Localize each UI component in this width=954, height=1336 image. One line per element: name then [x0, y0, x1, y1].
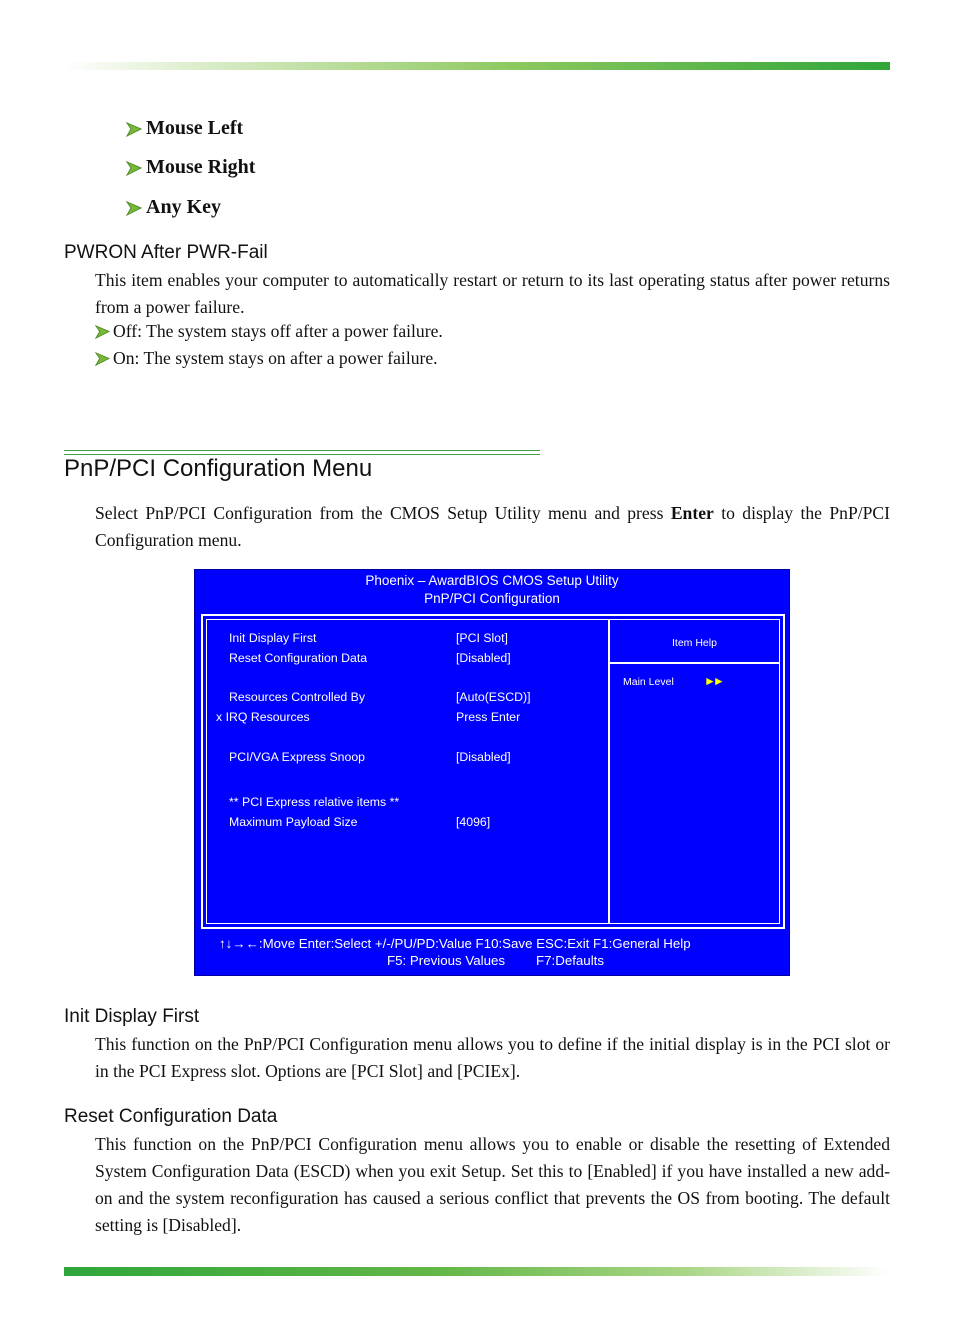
bios-row-value[interactable]: [PCI Slot] — [456, 631, 508, 645]
bios-panel-divider — [608, 620, 610, 923]
bios-group-header: ** PCI Express relative items ** — [229, 795, 400, 809]
bullet-mouse-right — [126, 156, 255, 179]
intro-text-start: Select PnP/PCI Configuration from the CMOS Setup Utility menu and press — [95, 503, 671, 523]
bullet-label: Mouse Right — [146, 156, 256, 178]
item-help-title: Item Help — [672, 637, 717, 649]
triangle-bullet-icon — [95, 324, 110, 339]
init-display-paragraph: This function on the PnP/PCI Configuration menu allows you to define if the initial display is in the PCI slot or in the PCI Express slot. Options are [PCI Slot] and [PCIEx]. — [95, 1034, 890, 1081]
intro-text-end: to display the PnP/PCI Configuration menu. — [95, 503, 890, 550]
bios-frame — [201, 614, 785, 929]
pnp-intro-paragraph — [95, 500, 890, 554]
section-heading: PnP/PCI Configuration Menu — [64, 455, 373, 482]
top-decorative-bar — [64, 62, 890, 70]
section-rule-top — [64, 450, 540, 451]
bios-inner-frame — [206, 619, 780, 924]
pwron-bullet-off — [95, 321, 443, 342]
reset-config-heading: Reset Configuration Data — [64, 1106, 278, 1127]
bottom-decorative-bar — [64, 1267, 890, 1276]
pwron-bullet-on — [95, 348, 438, 369]
bullet-any-key — [126, 196, 221, 219]
bios-row-label[interactable]: Reset Configuration Data — [229, 651, 368, 665]
triangle-bullet-icon — [126, 121, 142, 137]
bullet-label: Any Key — [146, 196, 221, 218]
bios-footer-previous: F5: Previous Values — [387, 953, 506, 968]
bios-row-label-disabled: x IRQ Resources — [216, 710, 310, 724]
bios-row-value-disabled: Press Enter — [456, 710, 521, 724]
bios-row-label[interactable]: Maximum Payload Size — [229, 815, 358, 829]
bios-subtitle: PnP/PCI Configuration — [424, 591, 560, 606]
pwron-heading: PWRON After PWR-Fail — [64, 242, 268, 263]
bios-row-value[interactable]: [Disabled] — [456, 750, 511, 764]
bullet-label: Mouse Left — [146, 117, 244, 139]
bios-title: Phoenix – AwardBIOS CMOS Setup Utility — [365, 573, 619, 588]
bios-row-label[interactable]: Resources Controlled By — [229, 690, 366, 704]
bullet-text: Off: The system stays off after a power failure. — [113, 321, 443, 341]
bullet-mouse-left — [126, 117, 243, 140]
bios-row-label[interactable]: PCI/VGA Express Snoop — [229, 750, 366, 764]
triangle-bullet-icon — [95, 351, 110, 366]
bios-row-value[interactable]: [Disabled] — [456, 651, 511, 665]
triangle-bullet-icon — [126, 200, 142, 216]
bios-footer-keys: ↑↓→←:Move Enter:Select +/-/PU/PD:Value F10:Save ESC:Exit F1:General Help — [219, 936, 691, 951]
bios-row-value[interactable]: [Auto(ESCD)] — [456, 690, 531, 704]
bios-row-value[interactable]: [4096] — [456, 815, 491, 829]
reset-config-paragraph: This function on the PnP/PCI Configuration menu allows you to enable or disable the resetting of Extended System Configuration Data (ESCD) when you exit Setup. Set this to [Enabled] if you have installed a new add-on and the system reconfiguration has caused a serious conflict that prevents the OS from booting. The default setting is [Disabled]. — [95, 1134, 890, 1235]
pwron-paragraph: This item enables your computer to automatically restart or return to its last operating status after power returns from a power failure. — [95, 270, 890, 317]
item-help-separator — [610, 662, 779, 664]
bios-footer-defaults: F7:Defaults — [536, 953, 604, 968]
bullet-text: On: The system stays on after a power failure. — [113, 348, 438, 368]
bios-row-label[interactable]: Init Display First — [229, 631, 317, 645]
init-display-heading: Init Display First — [64, 1006, 200, 1027]
main-level-label: Main Level — [623, 676, 674, 688]
triangle-bullet-icon — [126, 160, 142, 176]
intro-bold-enter: Enter — [670, 503, 714, 523]
bios-screen — [194, 569, 790, 976]
main-level-arrows-icon: ►► — [704, 674, 722, 688]
